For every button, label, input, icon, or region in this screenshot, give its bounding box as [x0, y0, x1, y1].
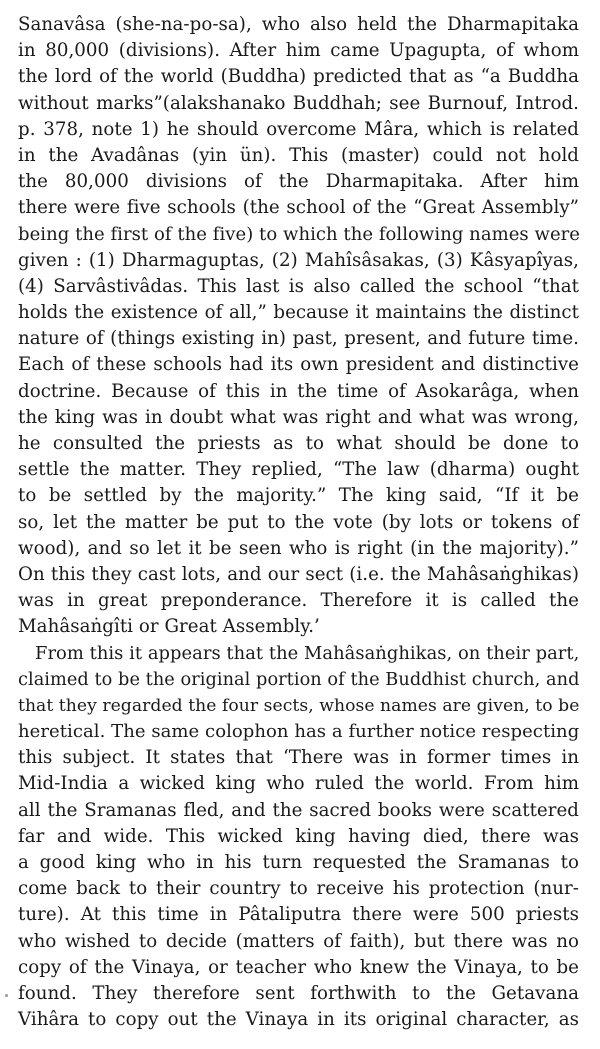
- text-line: found. They therefore sent forthwith to the Getavana: [18, 982, 579, 1004]
- text-line: the 80,000 divisions of the Dharmapitaka. After him: [18, 171, 579, 193]
- margin-speck: [5, 994, 8, 997]
- text-line: all the Sramanas fled, and the sacred books were scattered: [18, 799, 579, 821]
- text-line: Vihâra to copy out the Vinaya in its original character, as: [18, 1009, 579, 1031]
- text-line: come back to their country to receive his protection (nur-: [18, 878, 579, 900]
- text-line: without marks”(alakshanako Buddhah; see Burnouf, Introd.: [18, 92, 579, 114]
- text-line: nature of (things existing in) past, present, and future time.: [18, 328, 579, 350]
- text-line: given : (1) Dharmaguptas, (2) Mahîsâsakas, (3) Kâsyapîyas,: [18, 249, 579, 271]
- text-line: in 80,000 (divisions). After him came Upagupta, of whom: [18, 40, 579, 62]
- text-line: so, let the matter be put to the vote (by lots or tokens of: [18, 511, 579, 533]
- text-line: claimed to be the original portion of the Buddhist church, and: [18, 669, 580, 690]
- text-line: On this they cast lots, and our sect (i.e. the Mahâsaṅghikas): [18, 563, 579, 585]
- text-line: the lord of the world (Buddha) predicted that as “a Buddha: [18, 66, 579, 88]
- paragraph-first-line: From this it appears that the Mahâsaṅghikas, on their part,: [35, 642, 580, 664]
- text-line: ture). At this time in Pâtaliputra there were 500 priests: [18, 904, 579, 926]
- text-line: heretical. The same colophon has a further notice respecting: [18, 721, 580, 743]
- text-line: was in great preponderance. Therefore it is called the: [18, 590, 579, 612]
- text-line: settle the matter. They replied, “The law (dharma) ought: [18, 459, 579, 481]
- text-line: being the first of the five) to which the following names were: [18, 223, 581, 245]
- text-line: who wished to decide (matters of faith), but there was no: [18, 930, 579, 952]
- text-line: there were five schools (the school of the “Great Assembly”: [18, 197, 579, 219]
- text-line: wood), and so let it be seen who is right (in the majority).”: [18, 537, 579, 559]
- text-line: that they regarded the four sects, whose names are given, to be: [18, 695, 580, 716]
- text-line: Mid-India a wicked king who ruled the world. From him: [18, 773, 579, 795]
- text-line: to be settled by the majority.” The king said, “If it be: [18, 485, 579, 507]
- text-line: he consulted the priests as to what should be done to: [18, 433, 579, 454]
- text-line: copy of the Vinaya, or teacher who knew the Vinaya, to be: [18, 956, 579, 978]
- text-line: Each of these schools had its own president and distinctive: [18, 354, 579, 376]
- text-line: in the Avadânas (yin ün). This (master) could not hold: [18, 144, 579, 166]
- text-line: doctrine. Because of this in the time of Asokarâga, when: [18, 380, 579, 402]
- text-line: (4) Sarvâstivâdas. This last is also called the school “that: [18, 275, 579, 297]
- text-line: a good king who in his turn requested the Sramanas to: [18, 852, 579, 873]
- paragraph-last-line: Mahâsaṅgîti or Great Assembly.’: [18, 616, 320, 638]
- text-line: far and wide. This wicked king having died, there was: [18, 825, 579, 847]
- text-line: this subject. It states that ‘There was in former times in: [18, 747, 579, 769]
- text-line: the king was in doubt what was right and what was wrong,: [18, 406, 579, 428]
- document-page: [18, 12, 579, 1033]
- text-line: holds the existence of all,” because it maintains the distinct: [18, 302, 579, 324]
- text-line: Sanavâsa (she-na-po-sa), who also held the Dharmapitaka: [18, 14, 579, 35]
- text-line: p. 378, note 1) he should overcome Mâra, which is related: [18, 118, 579, 140]
